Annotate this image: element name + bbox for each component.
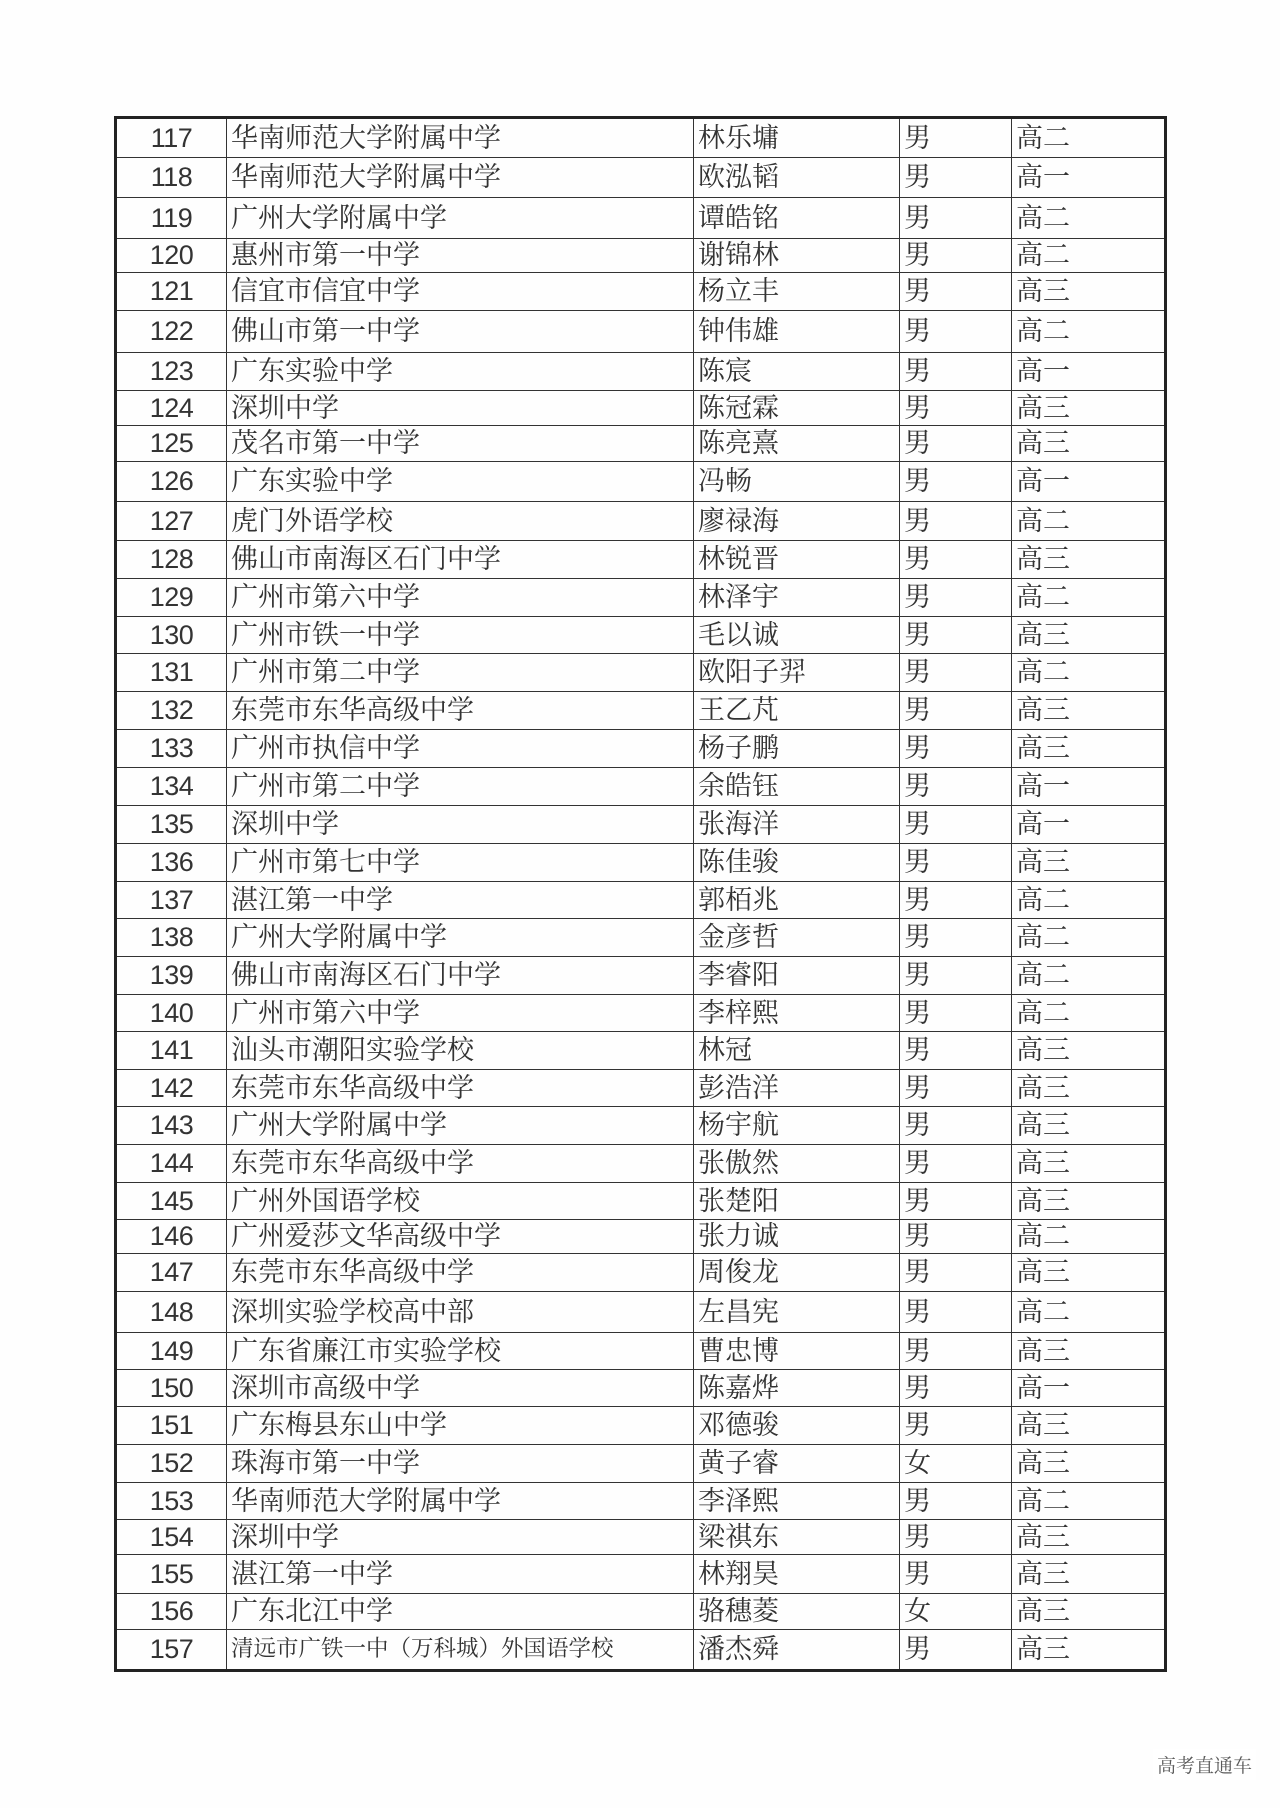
- school-cell: 东莞市东华高级中学: [227, 1145, 694, 1183]
- school-cell: 湛江第一中学: [227, 882, 694, 919]
- student-name-cell: 陈宸: [694, 353, 900, 391]
- school-cell: 汕头市潮阳实验学校: [227, 1032, 694, 1070]
- table-row: [116, 1070, 1166, 1107]
- student-name-cell: 彭浩洋: [694, 1070, 900, 1107]
- table-row: [116, 1254, 1166, 1292]
- table-row: [116, 502, 1166, 541]
- student-name-cell: 杨子鹏: [694, 730, 900, 768]
- student-name-cell: 谢锦林: [694, 239, 900, 273]
- student-name-cell: 金彦哲: [694, 919, 900, 957]
- grade-cell: 高三: [1012, 1630, 1166, 1671]
- row-number-cell: 126: [116, 462, 227, 502]
- row-number-cell: 154: [116, 1520, 227, 1555]
- grade-cell: 高三: [1012, 1254, 1166, 1292]
- school-cell: 东莞市东华高级中学: [227, 1070, 694, 1107]
- gender-cell: 男: [900, 1107, 1012, 1145]
- school-cell: 广州市第二中学: [227, 654, 694, 692]
- school-cell: 广州大学附属中学: [227, 198, 694, 239]
- student-name-cell: 谭皓铭: [694, 198, 900, 239]
- gender-cell: 男: [900, 1070, 1012, 1107]
- gender-cell: 男: [900, 118, 1012, 158]
- grade-cell: 高二: [1012, 1220, 1166, 1254]
- student-name-cell: 周俊龙: [694, 1254, 900, 1292]
- grade-cell: 高一: [1012, 462, 1166, 502]
- table-row: [116, 1183, 1166, 1220]
- grade-cell: 高二: [1012, 882, 1166, 919]
- student-name-cell: 曹忠博: [694, 1333, 900, 1370]
- grade-cell: 高三: [1012, 273, 1166, 311]
- grade-cell: 高一: [1012, 768, 1166, 806]
- student-name-cell: 张海洋: [694, 806, 900, 844]
- table-row: [116, 1445, 1166, 1483]
- school-cell: 佛山市南海区石门中学: [227, 957, 694, 995]
- grade-cell: 高三: [1012, 1594, 1166, 1630]
- student-name-cell: 骆穗菱: [694, 1594, 900, 1630]
- table-row: [116, 919, 1166, 957]
- row-number-cell: 131: [116, 654, 227, 692]
- row-number-cell: 122: [116, 311, 227, 353]
- table-row: [116, 311, 1166, 353]
- table-row: [116, 995, 1166, 1032]
- gender-cell: 男: [900, 1483, 1012, 1520]
- row-number-cell: 156: [116, 1594, 227, 1630]
- student-name-cell: 张傲然: [694, 1145, 900, 1183]
- gender-cell: 男: [900, 426, 1012, 462]
- table-row: [116, 426, 1166, 462]
- gender-cell: 男: [900, 1407, 1012, 1445]
- school-cell: 广州市铁一中学: [227, 617, 694, 654]
- table-row: [116, 273, 1166, 311]
- row-number-cell: 149: [116, 1333, 227, 1370]
- school-cell: 东莞市东华高级中学: [227, 1254, 694, 1292]
- grade-cell: 高一: [1012, 158, 1166, 198]
- gender-cell: 男: [900, 617, 1012, 654]
- grade-cell: 高二: [1012, 579, 1166, 617]
- table-row: [116, 391, 1166, 426]
- row-number-cell: 119: [116, 198, 227, 239]
- row-number-cell: 139: [116, 957, 227, 995]
- student-name-cell: 林冠: [694, 1032, 900, 1070]
- roster-body: [116, 118, 1166, 1671]
- student-name-cell: 王乙芃: [694, 692, 900, 730]
- student-roster-table: [114, 116, 1167, 1672]
- school-cell: 深圳中学: [227, 1520, 694, 1555]
- school-cell: 清远市广铁一中（万科城）外国语学校: [227, 1630, 694, 1671]
- gender-cell: 男: [900, 1254, 1012, 1292]
- grade-cell: 高二: [1012, 198, 1166, 239]
- grade-cell: 高三: [1012, 541, 1166, 579]
- grade-cell: 高二: [1012, 311, 1166, 353]
- table-row: [116, 1145, 1166, 1183]
- student-name-cell: 邓德骏: [694, 1407, 900, 1445]
- grade-cell: 高三: [1012, 1520, 1166, 1555]
- gender-cell: 男: [900, 1333, 1012, 1370]
- gender-cell: 女: [900, 1445, 1012, 1483]
- table-row: [116, 617, 1166, 654]
- table-row: [116, 1407, 1166, 1445]
- gender-cell: 男: [900, 391, 1012, 426]
- gender-cell: 男: [900, 158, 1012, 198]
- row-number-cell: 146: [116, 1220, 227, 1254]
- student-name-cell: 冯畅: [694, 462, 900, 502]
- table-row: [116, 239, 1166, 273]
- school-cell: 深圳中学: [227, 806, 694, 844]
- table-row: [116, 1594, 1166, 1630]
- gender-cell: 男: [900, 273, 1012, 311]
- grade-cell: 高二: [1012, 1292, 1166, 1333]
- table-row: [116, 1483, 1166, 1520]
- student-name-cell: 林泽宇: [694, 579, 900, 617]
- watermark-label: 高考直通车: [1153, 1749, 1256, 1780]
- school-cell: 湛江第一中学: [227, 1555, 694, 1594]
- school-cell: 华南师范大学附属中学: [227, 1483, 694, 1520]
- school-cell: 深圳中学: [227, 391, 694, 426]
- grade-cell: 高三: [1012, 1107, 1166, 1145]
- row-number-cell: 132: [116, 692, 227, 730]
- student-name-cell: 郭栢兆: [694, 882, 900, 919]
- gender-cell: 男: [900, 311, 1012, 353]
- student-name-cell: 毛以诚: [694, 617, 900, 654]
- gender-cell: 男: [900, 957, 1012, 995]
- student-name-cell: 陈佳骏: [694, 844, 900, 882]
- gender-cell: 男: [900, 502, 1012, 541]
- grade-cell: 高二: [1012, 239, 1166, 273]
- row-number-cell: 123: [116, 353, 227, 391]
- school-cell: 深圳市高级中学: [227, 1370, 694, 1407]
- row-number-cell: 136: [116, 844, 227, 882]
- school-cell: 广州爱莎文华高级中学: [227, 1220, 694, 1254]
- student-name-cell: 李睿阳: [694, 957, 900, 995]
- grade-cell: 高三: [1012, 1183, 1166, 1220]
- gender-cell: 男: [900, 198, 1012, 239]
- table-row: [116, 1333, 1166, 1370]
- school-cell: 广州市第六中学: [227, 995, 694, 1032]
- row-number-cell: 155: [116, 1555, 227, 1594]
- school-cell: 广东实验中学: [227, 462, 694, 502]
- grade-cell: 高二: [1012, 919, 1166, 957]
- gender-cell: 男: [900, 541, 1012, 579]
- table-row: [116, 957, 1166, 995]
- school-cell: 华南师范大学附属中学: [227, 158, 694, 198]
- grade-cell: 高二: [1012, 118, 1166, 158]
- gender-cell: 男: [900, 730, 1012, 768]
- school-cell: 广东实验中学: [227, 353, 694, 391]
- school-cell: 广州市第六中学: [227, 579, 694, 617]
- school-cell: 华南师范大学附属中学: [227, 118, 694, 158]
- student-name-cell: 梁祺东: [694, 1520, 900, 1555]
- school-cell: 信宜市信宜中学: [227, 273, 694, 311]
- grade-cell: 高二: [1012, 1483, 1166, 1520]
- gender-cell: 男: [900, 844, 1012, 882]
- table-row: [116, 654, 1166, 692]
- student-name-cell: 潘杰舜: [694, 1630, 900, 1671]
- school-cell: 惠州市第一中学: [227, 239, 694, 273]
- school-cell: 珠海市第一中学: [227, 1445, 694, 1483]
- student-name-cell: 陈亮熹: [694, 426, 900, 462]
- gender-cell: 男: [900, 462, 1012, 502]
- school-cell: 广州市执信中学: [227, 730, 694, 768]
- grade-cell: 高三: [1012, 1032, 1166, 1070]
- gender-cell: 男: [900, 919, 1012, 957]
- school-cell: 广州大学附属中学: [227, 1107, 694, 1145]
- row-number-cell: 157: [116, 1630, 227, 1671]
- row-number-cell: 128: [116, 541, 227, 579]
- table-row: [116, 844, 1166, 882]
- school-cell: 东莞市东华高级中学: [227, 692, 694, 730]
- gender-cell: 男: [900, 806, 1012, 844]
- gender-cell: 男: [900, 995, 1012, 1032]
- gender-cell: 男: [900, 1220, 1012, 1254]
- table-row: [116, 541, 1166, 579]
- school-cell: 佛山市第一中学: [227, 311, 694, 353]
- row-number-cell: 151: [116, 1407, 227, 1445]
- table-row: [116, 806, 1166, 844]
- row-number-cell: 135: [116, 806, 227, 844]
- row-number-cell: 150: [116, 1370, 227, 1407]
- row-number-cell: 134: [116, 768, 227, 806]
- school-cell: 茂名市第一中学: [227, 426, 694, 462]
- grade-cell: 高二: [1012, 957, 1166, 995]
- student-name-cell: 陈冠霖: [694, 391, 900, 426]
- table-row: [116, 1630, 1166, 1671]
- gender-cell: 男: [900, 1370, 1012, 1407]
- row-number-cell: 153: [116, 1483, 227, 1520]
- grade-cell: 高二: [1012, 502, 1166, 541]
- row-number-cell: 140: [116, 995, 227, 1032]
- row-number-cell: 144: [116, 1145, 227, 1183]
- table-row: [116, 1370, 1166, 1407]
- row-number-cell: 141: [116, 1032, 227, 1070]
- grade-cell: 高三: [1012, 1555, 1166, 1594]
- gender-cell: 男: [900, 1520, 1012, 1555]
- student-name-cell: 余皓钰: [694, 768, 900, 806]
- gender-cell: 男: [900, 239, 1012, 273]
- gender-cell: 男: [900, 1145, 1012, 1183]
- student-name-cell: 廖禄海: [694, 502, 900, 541]
- row-number-cell: 125: [116, 426, 227, 462]
- grade-cell: 高三: [1012, 844, 1166, 882]
- row-number-cell: 137: [116, 882, 227, 919]
- row-number-cell: 145: [116, 1183, 227, 1220]
- gender-cell: 男: [900, 579, 1012, 617]
- row-number-cell: 138: [116, 919, 227, 957]
- table-row: [116, 768, 1166, 806]
- row-number-cell: 147: [116, 1254, 227, 1292]
- grade-cell: 高三: [1012, 1145, 1166, 1183]
- grade-cell: 高三: [1012, 692, 1166, 730]
- student-name-cell: 李泽熙: [694, 1483, 900, 1520]
- grade-cell: 高三: [1012, 1070, 1166, 1107]
- table-row: [116, 1555, 1166, 1594]
- student-name-cell: 欧泓韬: [694, 158, 900, 198]
- table-row: [116, 1520, 1166, 1555]
- gender-cell: 男: [900, 1183, 1012, 1220]
- table-row: [116, 692, 1166, 730]
- school-cell: 广东北江中学: [227, 1594, 694, 1630]
- grade-cell: 高三: [1012, 391, 1166, 426]
- student-name-cell: 钟伟雄: [694, 311, 900, 353]
- student-name-cell: 左昌宪: [694, 1292, 900, 1333]
- gender-cell: 男: [900, 654, 1012, 692]
- row-number-cell: 127: [116, 502, 227, 541]
- school-cell: 广州大学附属中学: [227, 919, 694, 957]
- table-row: [116, 353, 1166, 391]
- school-cell: 虎门外语学校: [227, 502, 694, 541]
- student-name-cell: 林锐晋: [694, 541, 900, 579]
- gender-cell: 男: [900, 1630, 1012, 1671]
- table-row: [116, 882, 1166, 919]
- table-row: [116, 198, 1166, 239]
- grade-cell: 高三: [1012, 1445, 1166, 1483]
- gender-cell: 女: [900, 1594, 1012, 1630]
- student-name-cell: 张力诚: [694, 1220, 900, 1254]
- student-name-cell: 林乐墉: [694, 118, 900, 158]
- school-cell: 广州市第二中学: [227, 768, 694, 806]
- row-number-cell: 118: [116, 158, 227, 198]
- table-row: [116, 579, 1166, 617]
- table-row: [116, 1292, 1166, 1333]
- student-name-cell: 杨宇航: [694, 1107, 900, 1145]
- row-number-cell: 124: [116, 391, 227, 426]
- table-row: [116, 118, 1166, 158]
- grade-cell: 高二: [1012, 995, 1166, 1032]
- gender-cell: 男: [900, 768, 1012, 806]
- school-cell: 广东梅县东山中学: [227, 1407, 694, 1445]
- school-cell: 深圳实验学校高中部: [227, 1292, 694, 1333]
- row-number-cell: 129: [116, 579, 227, 617]
- grade-cell: 高二: [1012, 654, 1166, 692]
- row-number-cell: 133: [116, 730, 227, 768]
- school-cell: 广东省廉江市实验学校: [227, 1333, 694, 1370]
- table-row: [116, 1220, 1166, 1254]
- table-row: [116, 158, 1166, 198]
- row-number-cell: 148: [116, 1292, 227, 1333]
- row-number-cell: 143: [116, 1107, 227, 1145]
- grade-cell: 高一: [1012, 353, 1166, 391]
- student-name-cell: 黄子睿: [694, 1445, 900, 1483]
- grade-cell: 高三: [1012, 426, 1166, 462]
- school-cell: 佛山市南海区石门中学: [227, 541, 694, 579]
- gender-cell: 男: [900, 1292, 1012, 1333]
- gender-cell: 男: [900, 353, 1012, 391]
- grade-cell: 高三: [1012, 730, 1166, 768]
- table-row: [116, 730, 1166, 768]
- student-name-cell: 林翔昊: [694, 1555, 900, 1594]
- school-cell: 广州外国语学校: [227, 1183, 694, 1220]
- row-number-cell: 142: [116, 1070, 227, 1107]
- grade-cell: 高一: [1012, 1370, 1166, 1407]
- school-cell: 广州市第七中学: [227, 844, 694, 882]
- student-name-cell: 欧阳子羿: [694, 654, 900, 692]
- grade-cell: 高一: [1012, 806, 1166, 844]
- gender-cell: 男: [900, 882, 1012, 919]
- row-number-cell: 120: [116, 239, 227, 273]
- grade-cell: 高三: [1012, 1407, 1166, 1445]
- student-name-cell: 李梓熙: [694, 995, 900, 1032]
- student-name-cell: 杨立丰: [694, 273, 900, 311]
- row-number-cell: 121: [116, 273, 227, 311]
- row-number-cell: 130: [116, 617, 227, 654]
- row-number-cell: 117: [116, 118, 227, 158]
- gender-cell: 男: [900, 692, 1012, 730]
- gender-cell: 男: [900, 1555, 1012, 1594]
- table-row: [116, 1032, 1166, 1070]
- student-name-cell: 陈嘉烨: [694, 1370, 900, 1407]
- student-name-cell: 张楚阳: [694, 1183, 900, 1220]
- table-row: [116, 462, 1166, 502]
- gender-cell: 男: [900, 1032, 1012, 1070]
- grade-cell: 高三: [1012, 1333, 1166, 1370]
- table-row: [116, 1107, 1166, 1145]
- grade-cell: 高三: [1012, 617, 1166, 654]
- row-number-cell: 152: [116, 1445, 227, 1483]
